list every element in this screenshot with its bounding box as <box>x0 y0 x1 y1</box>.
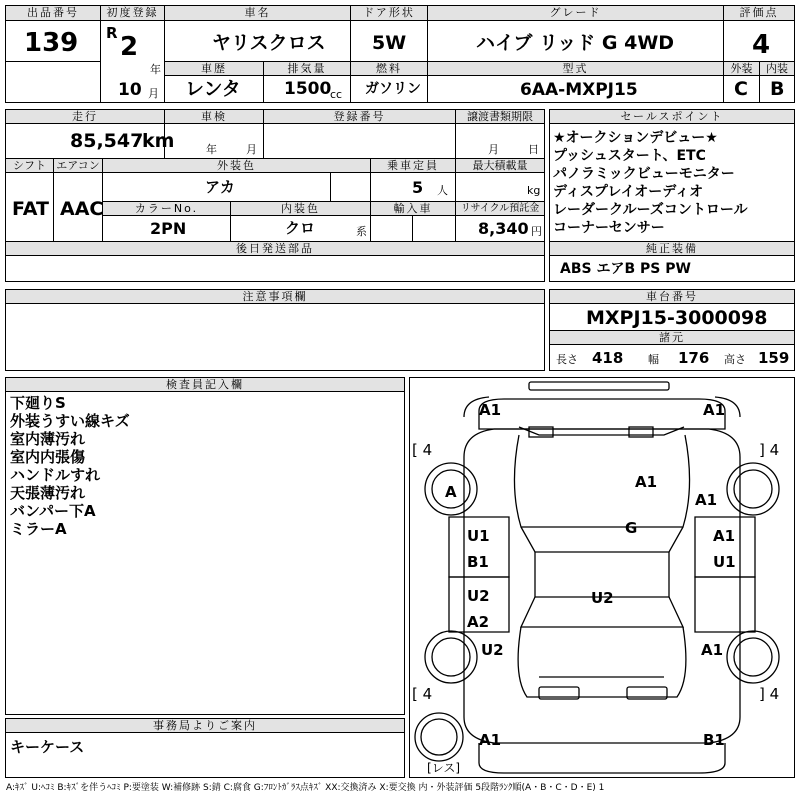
insp-month-unit: 月 <box>246 143 257 156</box>
specs-label: 諸元 <box>550 331 794 345</box>
width-label: 幅 <box>648 353 659 366</box>
genuine-equipment: ABS エアB PS PW <box>560 261 691 277</box>
mileage: 85,547 <box>70 130 144 152</box>
fuel: ガソリン <box>365 81 421 97</box>
shift-label: シフト <box>6 159 53 173</box>
int-color: クロ <box>285 219 316 237</box>
dmg-front-right: A1 <box>703 401 726 419</box>
displacement-unit: cc <box>330 88 343 101</box>
exterior-grade: C <box>734 78 748 100</box>
length: 418 <box>592 349 624 367</box>
dmg-roof: G <box>625 519 638 537</box>
color-no: 2PN <box>150 219 187 238</box>
sales-label: セールスポイント <box>550 110 794 124</box>
reg-no-label: 登録番号 <box>264 110 455 124</box>
first-reg-label: 初度登録 <box>101 6 164 21</box>
score-label: 評価点 <box>724 6 794 21</box>
sales-point: コーナーセンサー <box>553 220 665 236</box>
transfer-month-unit: 月 <box>488 143 499 156</box>
max-load-label: 最大積載量 <box>456 159 544 173</box>
tire-depth-fr: ] 4 <box>759 441 780 459</box>
interior-label: 内装 <box>760 62 794 76</box>
dmg-trunk: U2 <box>591 589 614 607</box>
dmg-door-fr-1: A1 <box>713 527 736 545</box>
capacity-unit: 人 <box>437 184 448 197</box>
history: レンタ <box>185 78 241 100</box>
model: 6AA-MXPJ15 <box>520 80 638 100</box>
dmg-rear-left: A1 <box>479 731 502 749</box>
mileage-unit: km <box>142 130 175 152</box>
mileage-label: 走行 <box>6 110 164 124</box>
inspector-line: 天張薄汚れ <box>10 484 86 502</box>
dmg-door-rl-2: A2 <box>467 613 490 631</box>
grade: ハイブ リッド G 4WD <box>476 32 675 54</box>
dmg-fender-r: A1 <box>695 491 718 509</box>
tire-depth-rr: ] 4 <box>759 685 780 703</box>
reg-month: 10 <box>118 80 142 100</box>
dmg-qtr-l: U2 <box>481 641 504 659</box>
chassis-label: 車台番号 <box>550 290 794 304</box>
inspector-line: 外装うすい線キズ <box>10 412 130 430</box>
legend: A:ｷｽﾞ U:ﾍｺﾐ B:ｷｽﾞを伴うﾍｺﾐ P:要塗装 W:補修跡 S:錆 C:腐食 G:ﾌﾛﾝﾄｶﾞﾗｽ点ｷｽﾞ XX:交換済み X:要交換 内・外装評価 5段階ﾗﾝｸ順(A・B・C・D・E) 1 <box>6 783 605 793</box>
inspector-line: ハンドルすれ <box>10 466 101 484</box>
insp-year-unit: 年 <box>206 143 217 156</box>
sales-point: ディスプレイオーディオ <box>553 184 704 200</box>
capacity-label: 乗車定員 <box>371 159 455 173</box>
inspector-label: 検査員記入欄 <box>6 378 404 392</box>
recycle: 8,340 <box>478 219 529 238</box>
year-unit: 年 <box>150 63 161 76</box>
import-label: 輸入車 <box>371 202 455 216</box>
length-label: 長さ <box>556 353 578 366</box>
width: 176 <box>678 349 710 367</box>
transfer-label: 譲渡書類期限 <box>456 110 544 124</box>
transfer-day-unit: 日 <box>528 143 539 156</box>
capacity: 5 <box>412 178 424 197</box>
recycle-label: リサイクル預託金 <box>456 202 544 216</box>
dmg-bonnet: A1 <box>635 473 658 491</box>
tire-depth-rl: [ 4 <box>412 685 433 703</box>
color-no-label: カラーNo. <box>103 202 230 216</box>
inspector-line: 下廻りS <box>10 394 66 412</box>
spare-tire-note: [レス] <box>427 761 461 775</box>
exterior-label: 外装 <box>724 62 759 76</box>
chassis-number: MXPJ15-3000098 <box>586 307 768 329</box>
grade-label: グレード <box>428 6 723 21</box>
inspection-label: 車検 <box>165 110 263 124</box>
recycle-unit: 円 <box>531 225 542 238</box>
sales-points-list <box>553 129 748 237</box>
car-name: ヤリスクロス <box>212 32 326 54</box>
interior-grade: B <box>770 78 785 100</box>
inspector-line: 室内内張傷 <box>10 448 86 466</box>
office-text: キーケース <box>10 738 85 756</box>
lot-number: 139 <box>24 28 79 58</box>
score: 4 <box>752 30 771 60</box>
dmg-qtr-r: A1 <box>701 641 724 659</box>
ext-color-label: 外装色 <box>103 159 370 173</box>
genuine-label: 純正装備 <box>550 242 794 256</box>
displacement: 1500 <box>284 79 332 99</box>
dmg-door-fl-2: B1 <box>467 553 489 571</box>
aircon: AAC <box>60 198 104 220</box>
dmg-door-fl-1: U1 <box>467 527 490 545</box>
lot-label: 出品番号 <box>6 6 100 21</box>
tire-depth-fl: [ 4 <box>412 441 433 459</box>
sales-point: ★オークションデビュー★ <box>553 130 718 146</box>
sales-point: レーダークルーズコントロール <box>553 202 748 218</box>
notes-label: 注意事項欄 <box>6 290 544 304</box>
office-label: 事務局よりご案内 <box>6 719 404 733</box>
history-label: 車歴 <box>165 62 263 76</box>
reg-year: 2 <box>120 32 139 62</box>
era: R <box>106 24 118 42</box>
door-label: ドア形状 <box>351 6 427 21</box>
ext-color: アカ <box>205 178 235 196</box>
displacement-label: 排気量 <box>264 62 350 76</box>
dmg-wheel-fl: A <box>445 483 457 501</box>
fuel-label: 燃料 <box>351 62 427 76</box>
inspector-line: バンパー下A <box>10 502 96 520</box>
sales-point: パノラミックビューモニター <box>553 166 735 182</box>
car-name-label: 車名 <box>165 6 350 21</box>
sales-point: プッシュスタート、ETC <box>553 148 706 164</box>
inspector-line: 室内薄汚れ <box>10 430 86 448</box>
shift: FAT <box>12 198 49 220</box>
int-color-label: 内装色 <box>231 202 370 216</box>
dmg-front-left: A1 <box>479 401 502 419</box>
max-load-unit: kg <box>527 184 541 197</box>
aircon-label: エアコン <box>54 159 102 173</box>
month-unit: 月 <box>148 87 159 100</box>
int-color-unit: 系 <box>356 225 367 238</box>
dmg-rear-right: B1 <box>703 731 725 749</box>
height: 159 <box>758 349 790 367</box>
dmg-door-rl-1: U2 <box>467 587 490 605</box>
inspector-line: ミラーA <box>10 520 67 538</box>
door-type: 5W <box>372 32 407 54</box>
dmg-door-fr-2: U1 <box>713 553 736 571</box>
inspector-notes <box>10 394 130 538</box>
model-label: 型式 <box>428 62 723 76</box>
height-label: 高さ <box>724 353 746 366</box>
car-diagram <box>409 377 795 778</box>
later-parts-label: 後日発送部品 <box>6 242 544 256</box>
